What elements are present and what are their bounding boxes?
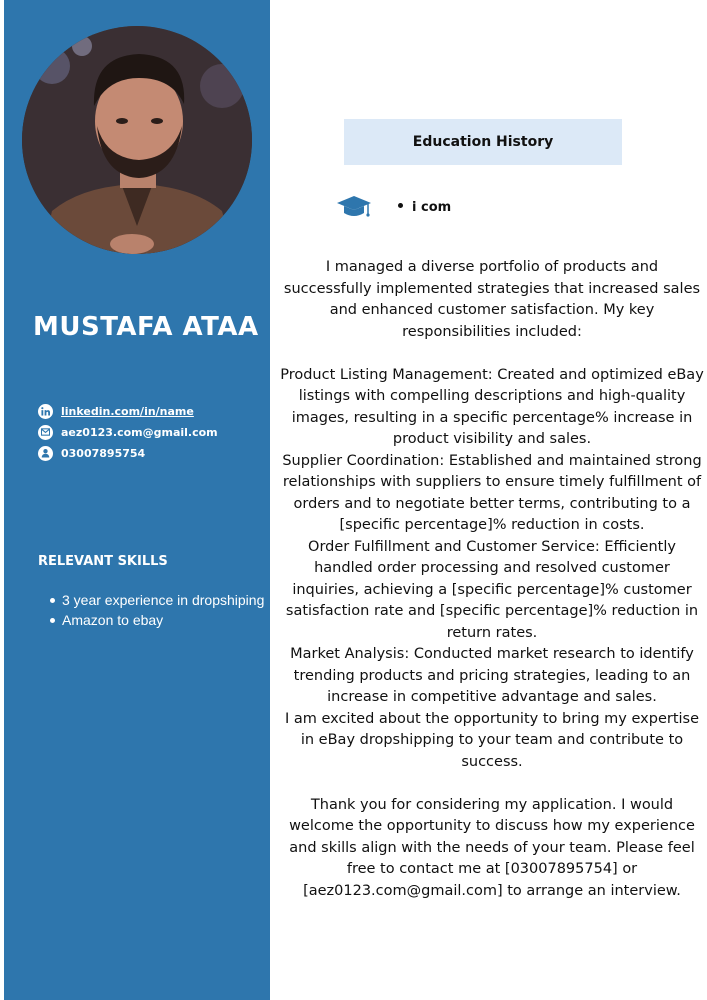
intro-paragraph: I managed a diverse portfolio of products and successfully implemented strategies that increased sales and enhanced customer satisfaction. My key responsibilities included: [283,259,701,340]
list-item: 3 year experience in dropshiping [48,590,264,610]
list-item: Amazon to ebay [48,610,264,630]
profile-photo [22,26,252,254]
education-title-text: Education History [412,134,554,150]
contact-email [38,424,268,440]
contact-phone [38,445,268,461]
email-text: aez0123.com@gmail.com [61,425,218,439]
contact-linkedin[interactable] [38,403,268,419]
paragraph-listing: Product Listing Management: Created and optimized eBay listings with compelling descriptions and high-quality images, resulting in a specific percentage% increase in product visibility and sales. [280,366,704,447]
paragraph-market: Market Analysis: Conducted market research to identify trending products and pricing strategies, leading to an increase in competitive advantage and sales. [290,646,694,705]
linkedin-icon [38,404,53,419]
closing-paragraph: Thank you for considering my application. I would welcome the opportunity to discuss how my experience and skills align with the needs of your team. Please feel free to contact me at [03007895754] or [aez0123.com@gmail.com] to arrange an interview. [289,796,695,899]
linkedin-link[interactable]: linkedin.com/in/name [61,404,194,418]
skills-title: RELEVANT SKILLS [38,554,168,569]
graduation-cap-icon [335,194,373,225]
paragraph-fulfillment: Order Fulfillment and Customer Service: Efficiently handled order processing and resolved customer inquiries, achieving a [specific percentage]% customer satisfaction rate and [specific percentage]% reduction in return rates. [285,538,699,641]
education-title [344,119,622,165]
cover-letter-body [280,257,704,902]
user-icon [38,446,53,461]
skills-list [48,590,264,630]
profile-name: MUSTAFA ATAA [33,312,259,342]
mail-icon [38,425,53,440]
education-item: i com [398,200,451,215]
paragraph-supplier: Supplier Coordination: Established and maintained strong relationships with suppliers to ensure timely fulfillment of orders and to negotiate better terms, contributing to a [specific percentage]% reduction in costs. [282,452,702,533]
phone-text: 03007895754 [61,446,146,460]
paragraph-excited: I am excited about the opportunity to bring my expertise in eBay dropshipping to your team and contribute to success. [284,710,700,770]
